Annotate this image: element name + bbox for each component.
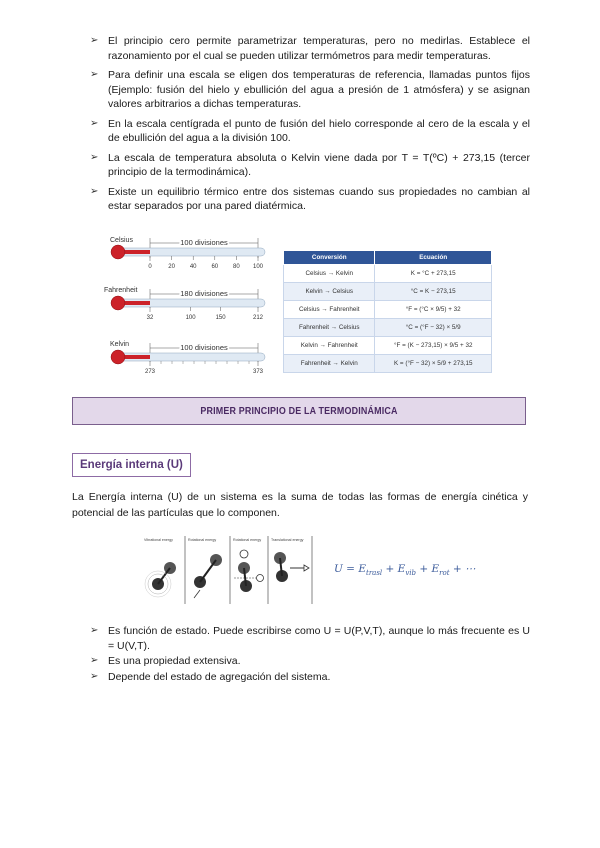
vibrational-panel [144,538,176,597]
tick-label: 40 [189,264,197,270]
conversion-cell: Celsius → Fahrenheit [284,301,375,319]
arrow-icon [194,590,200,598]
arrow-bullet-icon: ➢ [90,151,99,163]
bullet-text: El principio cero permite parametrizar temperaturas, pero no medirlas. Establece el razonamiento por el cual se pueden utilizar termómetros para medir temperaturas. [108,35,530,62]
thermometer-scales-figure [100,228,275,378]
bullet-text: Para definir una escala se eligen dos temperaturas de referencia, llamadas puntos fijos (Ejemplo: fusión del hielo y ebullición del agua a presión de 1 atmósfera) y se asignan valores arbitrarios a dichas temperaturas. [108,69,530,110]
conversion-cell: Fahrenheit → Celsius [284,319,375,337]
bullet-item [90,670,530,685]
conversion-cell: Fahrenheit → Kelvin [284,355,375,373]
tick-label: 32 [146,315,154,321]
kelvin-span-label: 100 divisiones [180,343,228,352]
conversion-table [283,250,492,373]
table-row [284,337,492,355]
section-title: PRIMER PRINCIPIO DE LA TERMODINÁMICA [200,405,398,417]
conversion-cell: Kelvin → Celsius [284,283,375,301]
bullet-text: Es función de estado. Puede escribirse como U = U(P,V,T), aunque lo más frecuente es U = U(V,T). [108,625,530,652]
fahrenheit-span-label: 180 divisiones [180,289,228,298]
translational-panel [271,538,309,582]
equation-cell: °C = K − 273,15 [375,283,492,301]
fahrenheit-bulb [111,296,125,310]
table-row [284,355,492,373]
fahrenheit-label: Fahrenheit [104,287,138,294]
table-row [284,301,492,319]
arrow-bullet-icon: ➢ [90,117,99,129]
kelvin-bulb [111,350,125,364]
bottom-bullet-list [90,624,530,685]
molecule-energy-figure [140,534,320,606]
arrow-bullet-icon: ➢ [90,185,99,197]
equation-cell: °C = (°F − 32) × 5/9 [375,319,492,337]
equation-cell: K = (°F − 32) × 5/9 + 273,15 [375,355,492,373]
celsius-bulb [111,245,125,259]
bullet-item [90,151,530,180]
celsius-ticks [150,256,258,261]
tick-label: 373 [252,369,264,375]
tick-label: 20 [168,264,175,270]
kelvin-ticks [150,361,258,366]
tick-label: 212 [252,315,264,321]
celsius-span-label: 100 divisiones [180,238,228,247]
top-bullet-list [90,34,530,219]
panel-caption: Rotational energy [233,538,262,542]
rotation-icon [240,550,248,558]
kelvin-label: Kelvin [110,341,130,348]
table-row [284,283,492,301]
bullet-item [90,624,530,653]
panel-caption: Rotational energy [188,538,217,542]
bullet-text: Es una propiedad extensiva. [108,655,241,667]
tick-label: 150 [215,315,226,321]
tick-label: 100 [252,264,264,270]
arrow-bullet-icon: ➢ [90,670,99,682]
bullet-text: La escala de temperatura absoluta o Kelvin viene dada por T = T(ºC) + 273,15 (tercer principio de la termodinámica). [108,151,530,178]
tick-label: 273 [144,369,156,375]
bullet-text: Depende del estado de agregación del sistema. [108,670,331,683]
table-header-row [284,251,492,265]
bullet-text: En la escala centígrada el punto de fusión del hielo corresponde al cero de la escala y el de ebullición del agua a la división 100. [108,117,530,144]
column-header: Ecuación [375,251,492,265]
rotation-icon [257,575,264,582]
conversion-cell: Celsius → Kelvin [284,265,375,283]
fahrenheit-ticks [150,307,258,312]
bullet-item [90,654,530,669]
bullet-item [90,68,530,112]
arrow-bullet-icon: ➢ [90,35,99,46]
bullet-item [90,117,530,146]
section-title-banner [72,397,526,425]
table-row [284,319,492,337]
column-header: Conversión [284,251,375,265]
equation-cell: °F = (K − 273,15) × 9/5 + 32 [375,337,492,355]
internal-energy-equation: $U = E_{trasl} + E_{vib} + E_{rot}$ + ⋯ [334,563,476,578]
rotational-panel-2 [233,538,264,592]
celsius-label: Celsius [110,237,133,244]
conversion-cell: Kelvin → Fahrenheit [284,337,375,355]
bullet-item [90,185,530,214]
tick-label: 80 [233,264,240,270]
equation-cell: K = °C + 273,15 [375,265,492,283]
table-row [284,265,492,283]
panel-caption: Translational energy [271,538,304,542]
arrow-bullet-icon: ➢ [90,655,99,666]
internal-energy-paragraph: La Energía interna (U) de un sistema es la suma de todas las formas de energía cinética y potencial de las partículas que lo componen. [72,491,528,519]
rotational-panel-1 [188,538,222,598]
subheading-box [72,453,191,477]
arrow-bullet-icon: ➢ [90,69,99,80]
subheading-title: Energía interna (U) [80,459,183,471]
bullet-text: Existe un equilibrio térmico entre dos sistemas cuando sus propiedades no cambian al estar separados por una pared diatérmica. [108,185,530,212]
tick-label: 60 [211,264,219,270]
tick-label: 0 [148,264,152,270]
equation-cell: °F = (°C × 9/5) + 32 [375,301,492,319]
tick-label: 100 [185,315,196,321]
arrow-bullet-icon: ➢ [90,625,99,636]
bullet-item [90,34,530,63]
panel-caption: Vibrational energy [144,538,173,542]
